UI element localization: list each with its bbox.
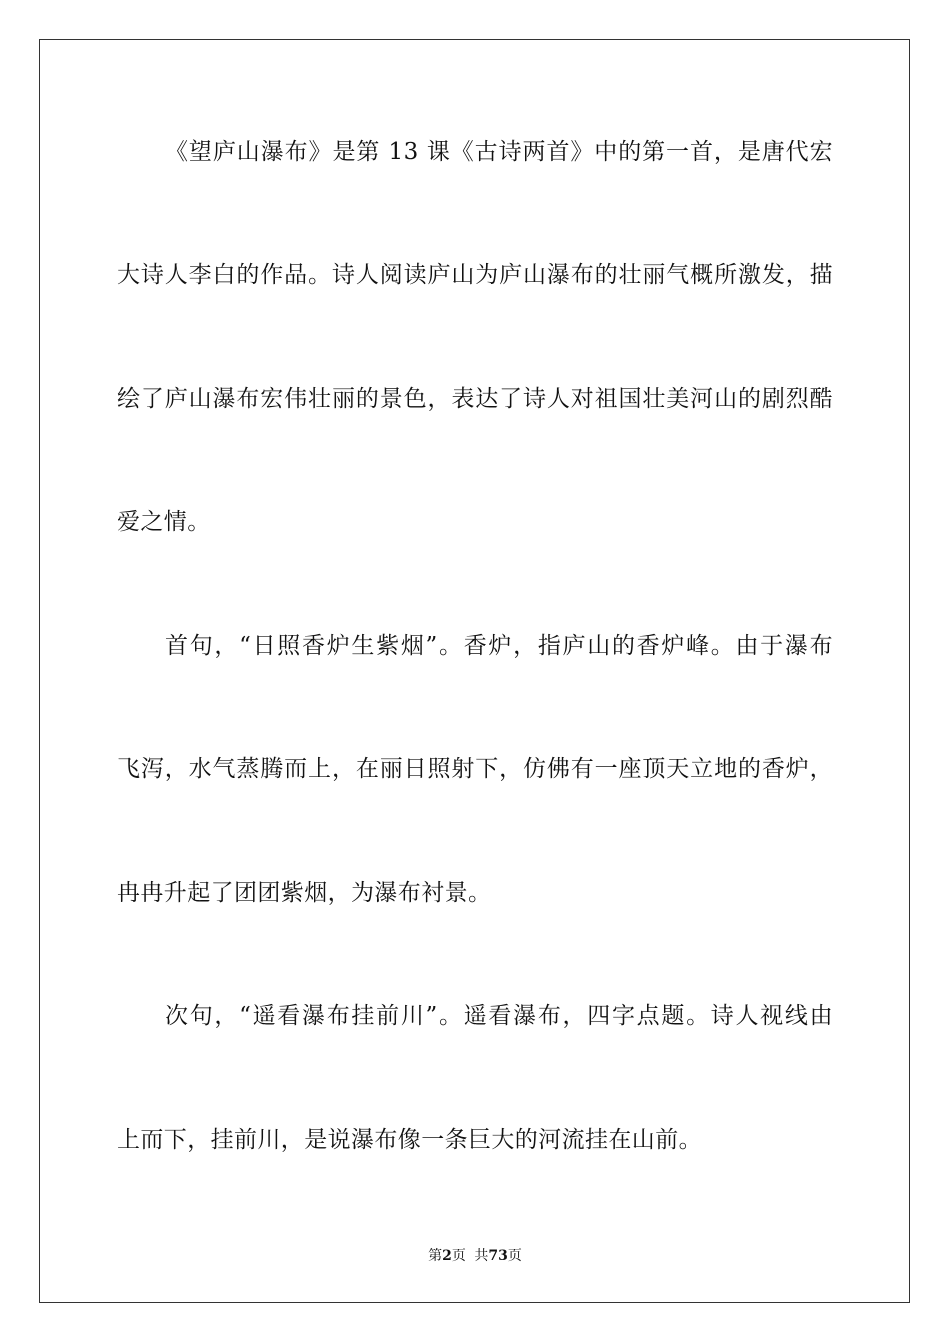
paragraph-2-line-2: 飞泻，水气蒸腾而上，在丽日照射下，仿佛有一座顶天立地的香炉， — [117, 756, 833, 782]
paragraph-3-line-1: 次句，“遥看瀑布挂前川”。遥看瀑布，四字点题。诗人视线由 — [165, 1003, 833, 1029]
total-prefix: 共 — [474, 1248, 489, 1264]
current-page-number: 2 — [442, 1248, 452, 1264]
paragraph-1-line-3: 绘了庐山瀑布宏伟壮丽的景色，表达了诗人对祖国壮美河山的剧烈酷 — [117, 386, 833, 412]
paragraph-1-line-2: 大诗人李白的作品。诗人阅读庐山为庐山瀑布的壮丽气概所激发，描 — [117, 262, 833, 288]
paragraph-1-line-4: 爱之情。 — [117, 509, 211, 535]
paragraph-2-line-3: 冉冉升起了团团紫烟，为瀑布衬景。 — [117, 880, 492, 906]
page-prefix: 第 — [428, 1248, 443, 1264]
paragraph-1-line-1: 《望庐山瀑布》是第 13 课《古诗两首》中的第一首，是唐代宏 — [165, 139, 833, 165]
page-border — [39, 39, 910, 1303]
page-footer — [0, 1247, 950, 1265]
paragraph-3-line-2: 上而下，挂前川，是说瀑布像一条巨大的河流挂在山前。 — [117, 1127, 702, 1153]
total-suffix: 页 — [507, 1248, 522, 1264]
page-suffix: 页 — [451, 1248, 466, 1264]
paragraph-2-line-1: 首句，“日照香炉生紫烟”。香炉，指庐山的香炉峰。由于瀑布 — [165, 633, 833, 659]
total-page-count: 73 — [488, 1248, 508, 1264]
